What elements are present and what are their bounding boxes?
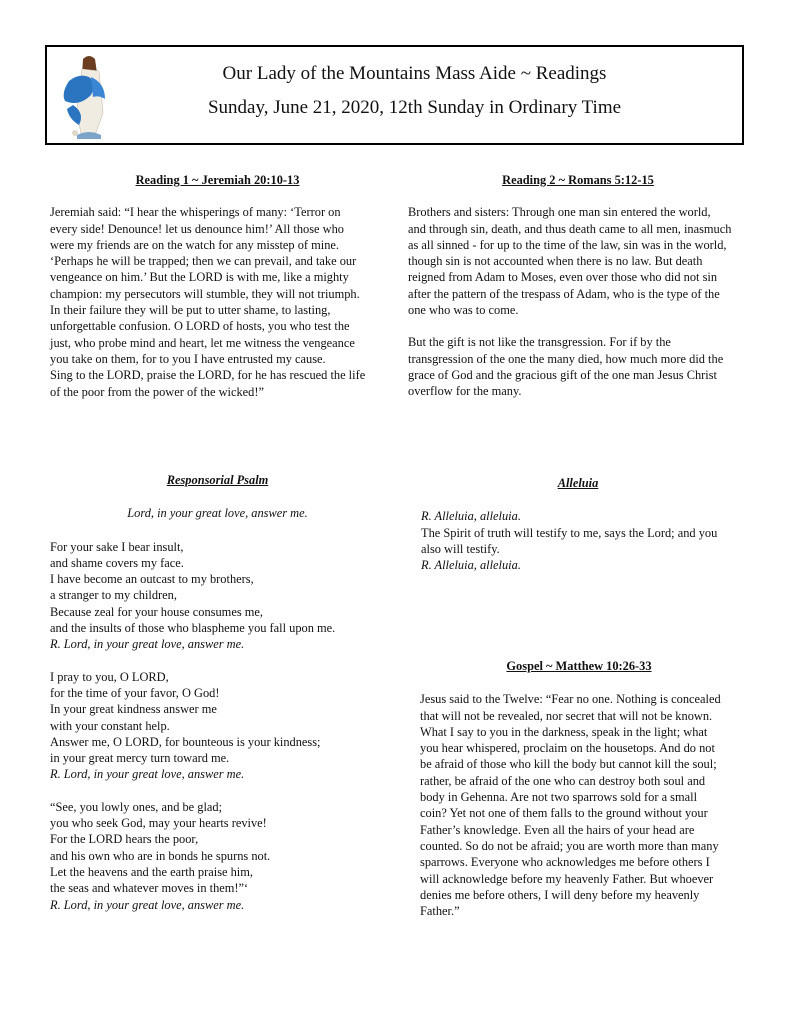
- text-line: with your constant help.: [50, 718, 170, 733]
- reading-1-text: [50, 204, 385, 400]
- text-line: you who seek God, may your hearts revive!: [50, 816, 267, 831]
- reading-2-section: [408, 172, 748, 400]
- text-line: for the time of your favor, O God!: [50, 685, 220, 700]
- reading-1-heading: Reading 1 ~ Jeremiah 20:10-13: [135, 173, 300, 187]
- text-line: Brothers and sisters: Through one man sin entered the world,: [408, 205, 711, 220]
- text-line: sparrows. Everyone who acknowledges me before others I: [420, 855, 710, 870]
- text-line: you take on them, for to you I have entrusted my cause.: [50, 351, 326, 366]
- text-line: were my friends are on the watch for any misstep of mine.: [50, 237, 340, 252]
- alleluia-heading: Alleluia: [557, 476, 599, 490]
- text-line: vengeance on him.’ But the LORD is with me, like a mighty: [50, 270, 349, 285]
- text-line: I pray to you, O LORD,: [50, 669, 169, 684]
- text-line: counted. So do not be afraid; you are worth more than many: [420, 838, 719, 853]
- alleluia-refrain: R. Alleluia, alleluia.: [421, 558, 521, 573]
- text-line: “See, you lowly ones, and be glad;: [50, 799, 223, 814]
- text-line: that will not be revealed, nor secret that will not be known.: [420, 708, 713, 723]
- text-line: denies me before others, I will deny before my heavenly: [420, 887, 700, 902]
- text-line: unforgettable confusion. O LORD of hosts, you who test the: [50, 319, 350, 334]
- psalm-stanza-1: [50, 539, 385, 653]
- text-line: champion: my persecutors will stumble, they will not triumph.: [50, 286, 360, 301]
- gospel-heading: Gospel ~ Matthew 10:26-33: [506, 659, 652, 673]
- text-line: of the poor from the power of the wicked!”: [50, 384, 265, 399]
- header-box: [45, 45, 744, 145]
- alleluia-section: [408, 475, 748, 573]
- text-line: as all sinned - for up to the time of the law, sin was in the world,: [408, 237, 727, 252]
- reading-2-paragraph-2: [408, 334, 748, 399]
- text-line: the seas and whatever moves in them!”‘: [50, 881, 249, 896]
- text-line: But the gift is not like the transgression. For if by the: [408, 335, 671, 350]
- text-line: Father’s knowledge. Even all the hairs of your head are: [420, 822, 695, 837]
- gospel-text: [420, 691, 750, 919]
- reading-2-heading: Reading 2 ~ Romans 5:12-15: [502, 173, 654, 187]
- text-line: be afraid of those who kill the body but cannot kill the soul;: [420, 757, 717, 772]
- reading-2-paragraph-1: [408, 204, 748, 318]
- text-line: Father.”: [420, 904, 460, 919]
- text-line: Sing to the LORD, praise the LORD, for he has rescued the life: [50, 368, 366, 383]
- psalm-refrain: R. Lord, in your great love, answer me.: [50, 637, 245, 652]
- text-line: body in Gehenna. Are not two sparrows sold for a small: [420, 790, 698, 805]
- psalm-heading: Responsorial Psalm: [166, 473, 269, 487]
- psalm-refrain: R. Lord, in your great love, answer me.: [50, 767, 245, 782]
- text-line: though sin is not accounted when there is no law. But death: [408, 254, 703, 269]
- psalm-response: Lord, in your great love, answer me.: [127, 506, 308, 521]
- page-subtitle: Sunday, June 21, 2020, 12th Sunday in Ordinary Time: [207, 97, 622, 118]
- alleluia-text: [408, 508, 748, 573]
- text-line: I have become an outcast to my brothers,: [50, 572, 254, 587]
- text-line: one who was to come.: [408, 303, 519, 318]
- text-line: Jesus said to the Twelve: “Fear no one. Nothing is concealed: [420, 692, 721, 707]
- text-line: Answer me, O LORD, for bounteous is your kindness;: [50, 734, 321, 749]
- psalm-refrain: R. Lord, in your great love, answer me.: [50, 897, 245, 912]
- text-line: every side! Denounce! let us denounce him!’ All those who: [50, 221, 344, 236]
- psalm-stanza-3: [50, 799, 385, 913]
- text-line: Let the heavens and the earth praise him,: [50, 864, 253, 879]
- gospel-section: [420, 658, 750, 919]
- text-line: In their failure they will be put to utter shame, to lasting,: [50, 303, 331, 318]
- text-line: For the LORD hears the poor,: [50, 832, 199, 847]
- text-line: Because zeal for your house consumes me,: [50, 604, 263, 619]
- text-line: after the pattern of the trespass of Adam, who is the type of the: [408, 286, 720, 301]
- alleluia-refrain: R. Alleluia, alleluia.: [421, 509, 521, 524]
- text-line: a stranger to my children,: [50, 588, 177, 603]
- text-line: you hear whispered, proclaim on the housetops. And do not: [420, 741, 715, 756]
- psalm-section: [50, 472, 385, 913]
- text-line: reigned from Adam to Moses, even over those who did not sin: [408, 270, 718, 285]
- text-line: and through sin, death, and thus death came to all men, inasmuch: [408, 221, 732, 236]
- text-line: and the insults of those who blaspheme you fall upon me.: [50, 621, 336, 636]
- text-line: The Spirit of truth will testify to me, says the Lord; and you: [421, 525, 718, 540]
- text-line: and shame covers my face.: [50, 555, 184, 570]
- text-line: just, who probe mind and heart, let me witness the vengeance: [50, 335, 355, 350]
- text-line: also will testify.: [421, 541, 500, 556]
- psalm-stanza-2: [50, 669, 385, 783]
- text-line: ‘Perhaps he will be trapped; then we can prevail, and take our: [50, 254, 357, 269]
- text-line: What I say to you in the darkness, speak in the light; what: [420, 724, 708, 739]
- text-line: grace of God and the gracious gift of the one man Jesus Christ: [408, 367, 717, 382]
- text-line: For your sake I bear insult,: [50, 539, 184, 554]
- text-line: coin? Yet not one of them falls to the ground without your: [420, 806, 708, 821]
- text-line: overflow for the many.: [408, 384, 522, 399]
- text-line: will acknowledge before my heavenly Father. But whoever: [420, 871, 714, 886]
- text-line: transgression of the one the many died, how much more did the: [408, 351, 724, 366]
- reading-1-section: [50, 172, 385, 400]
- text-line: and his own who are in bonds he spurns not.: [50, 848, 271, 863]
- text-line: rather, be afraid of the one who can destroy both soul and: [420, 773, 706, 788]
- text-line: in your great mercy turn toward me.: [50, 751, 230, 766]
- text-line: Jeremiah said: “I hear the whisperings of many: ‘Terror on: [50, 205, 341, 220]
- page-title: Our Lady of the Mountains Mass Aide ~ Readings: [222, 63, 607, 84]
- text-line: In your great kindness answer me: [50, 702, 217, 717]
